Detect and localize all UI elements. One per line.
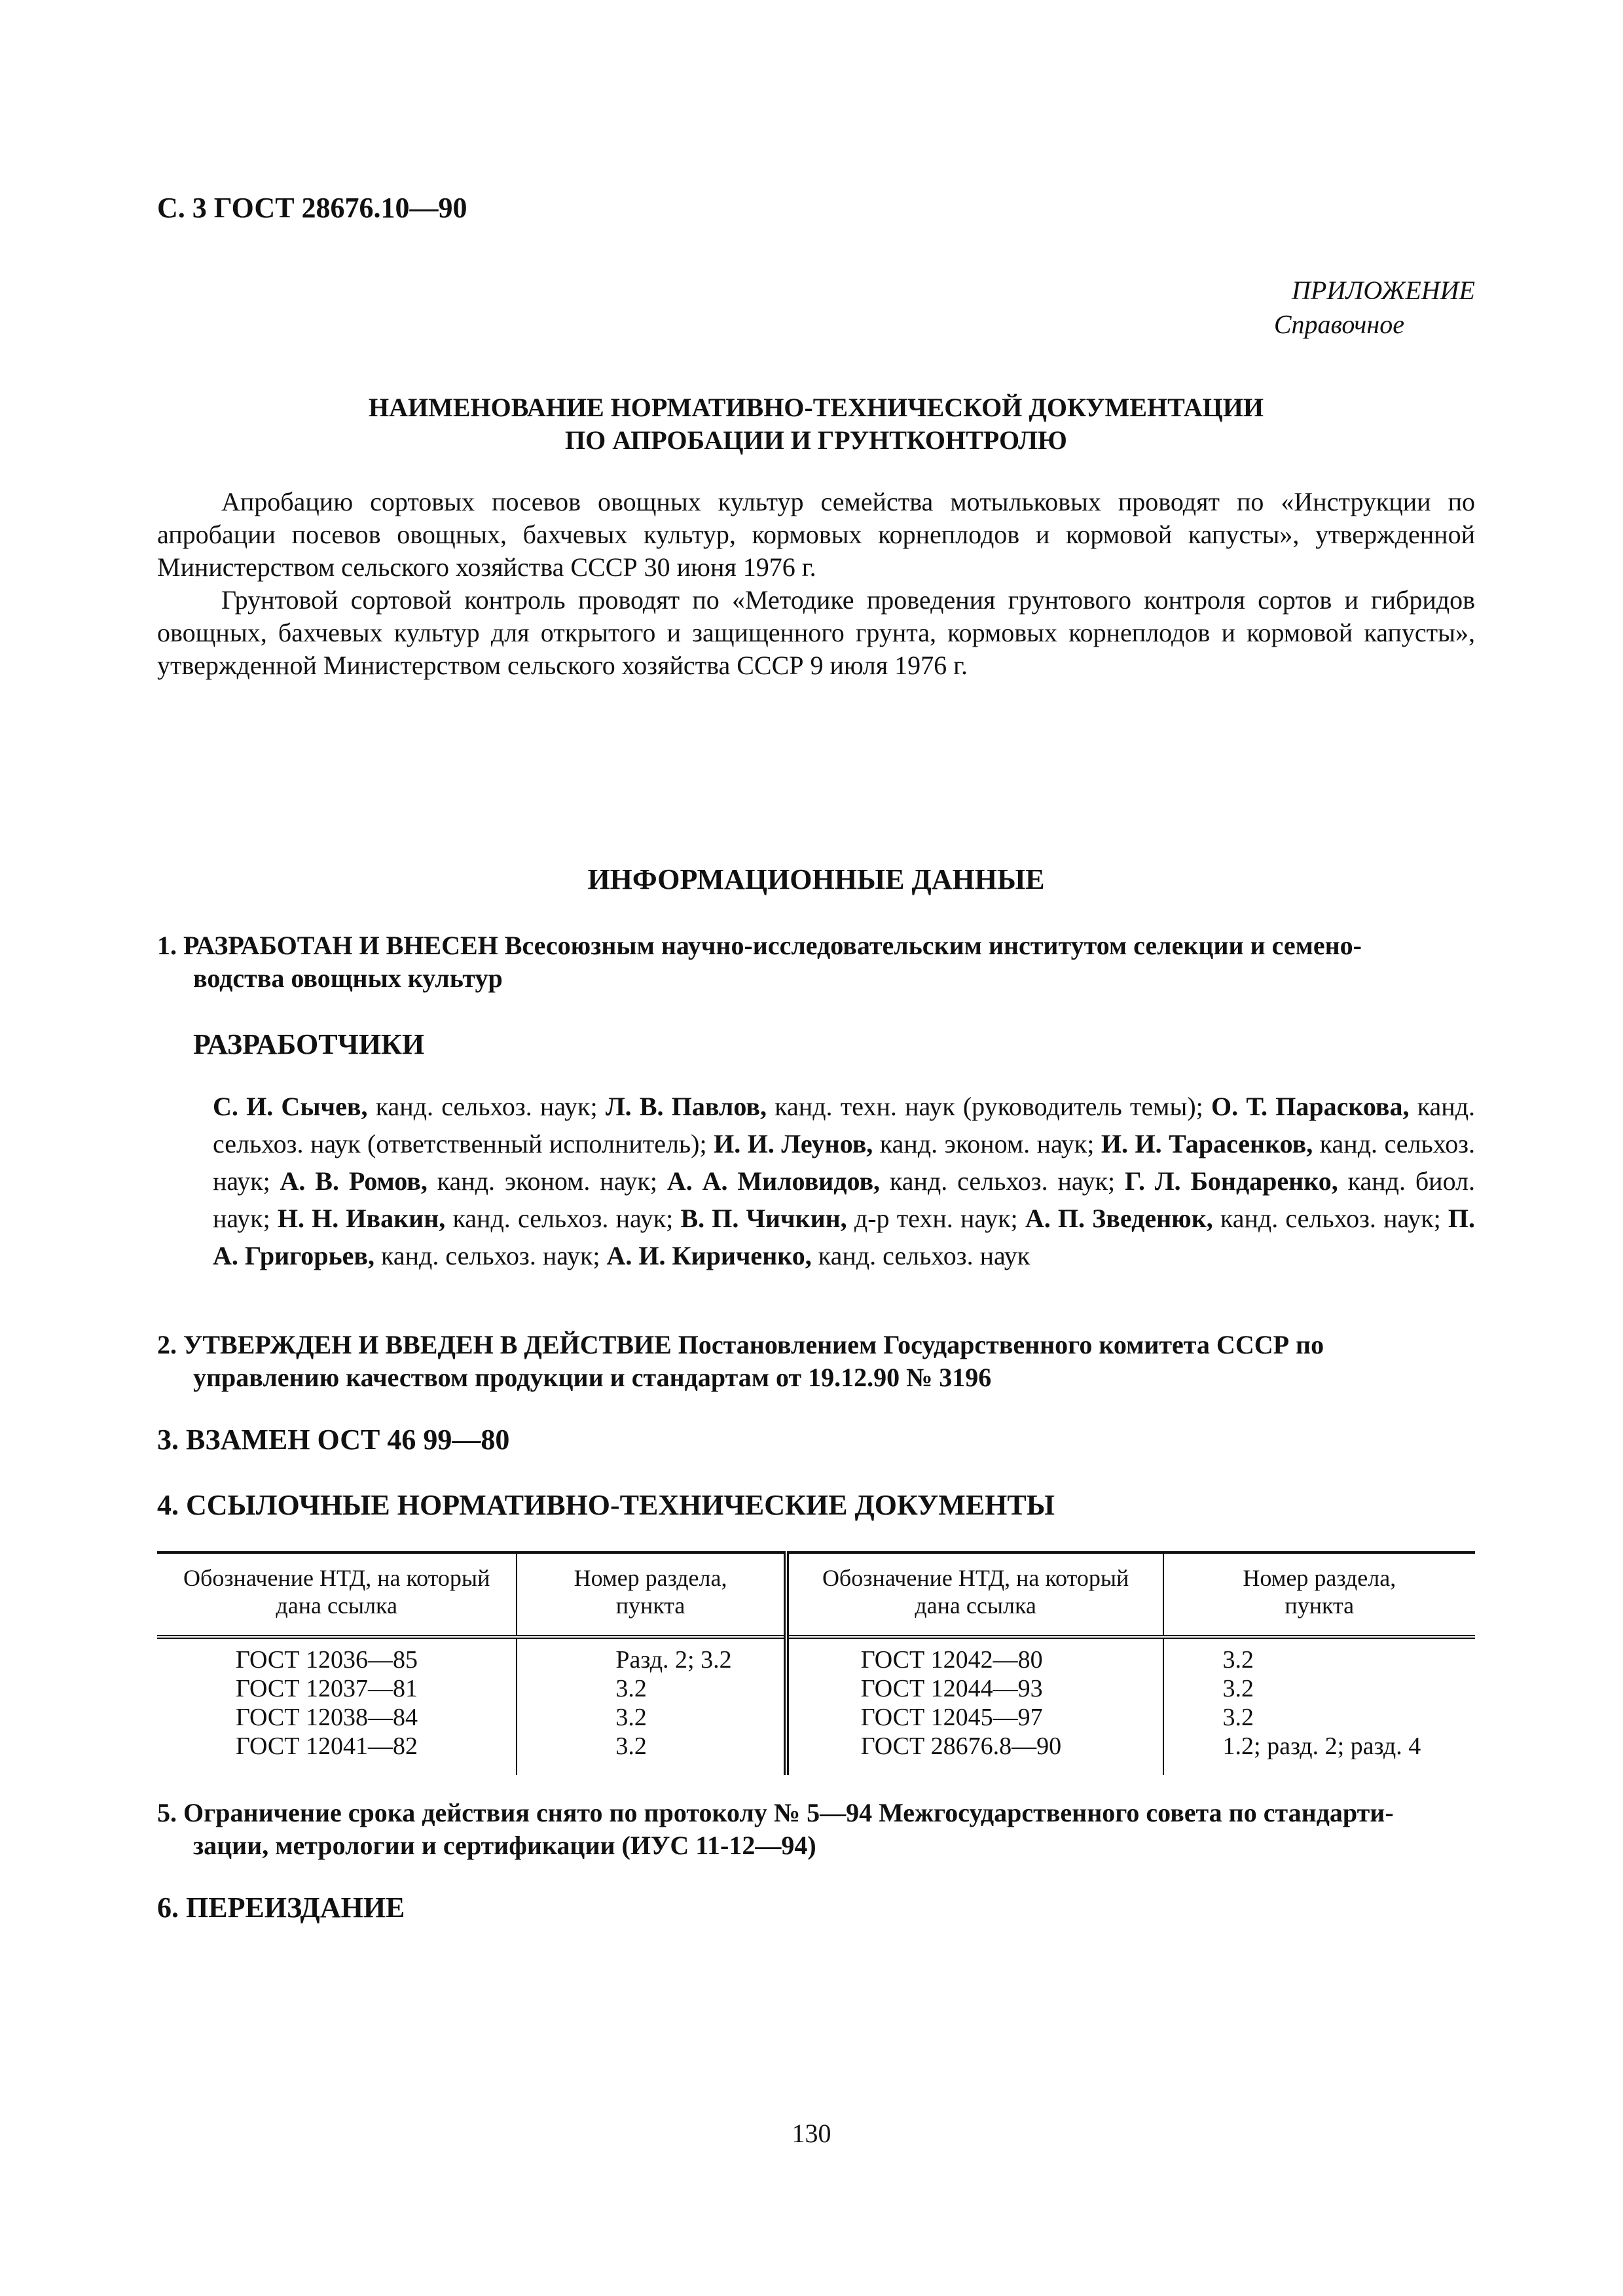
section-number: 3.2 <box>1163 1703 1475 1732</box>
section-number: 3.2 <box>1163 1674 1475 1703</box>
table-header-row <box>157 1552 1475 1637</box>
document-code: ГОСТ 12044—93 <box>786 1674 1163 1703</box>
column-header-section <box>1163 1552 1475 1637</box>
developer-role: канд. сельхоз. наук; <box>1220 1204 1441 1233</box>
info-item-5-line: зации, метрологии и сертификации (ИУС 11-12—94) <box>193 1831 816 1860</box>
developer-role: канд. сельхоз. наук <box>818 1241 1030 1270</box>
appendix-title-line: НАИМЕНОВАНИЕ НОРМАТИВНО-ТЕХНИЧЕСКОЙ ДОКУМЕНТАЦИИ <box>368 393 1264 422</box>
column-header-line: Обозначение НТД, на который <box>822 1565 1129 1591</box>
info-item-1-line: водства овощных культур <box>193 963 503 993</box>
appendix-title-line: ПО АПРОБАЦИИ И ГРУНТКОНТРОЛЮ <box>565 425 1067 455</box>
developer-name: И. И. Тарасенков, <box>1101 1129 1313 1158</box>
developer-name: А. В. Ромов, <box>280 1166 428 1196</box>
developer-role: канд. сельхоз. наук; <box>381 1241 600 1270</box>
column-header-line: Номер раздела, <box>574 1565 727 1591</box>
document-code: ГОСТ 12038—84 <box>236 1704 418 1731</box>
table-row <box>157 1674 1475 1703</box>
table-row <box>157 1637 1475 1674</box>
column-header-line: Номер раздела, <box>1243 1565 1396 1591</box>
developer-name: И. И. Леунов, <box>714 1129 873 1158</box>
section-number: 3.2 <box>517 1674 786 1703</box>
appendix-type: Справочное <box>1273 310 1404 339</box>
developer-role: канд. сельхоз. наук; <box>213 1129 1476 1196</box>
column-header-line: пункта <box>1285 1592 1355 1619</box>
developer-role: д-р техн. наук; <box>854 1204 1018 1233</box>
appendix-title <box>157 391 1475 457</box>
document-code: ГОСТ 28676.8—90 <box>786 1732 1163 1775</box>
appendix-label-block <box>1274 274 1475 342</box>
info-item-2-line: управлению качеством продукции и стандартам от 19.12.90 № 3196 <box>193 1363 992 1392</box>
document-code: ГОСТ 12036—85 <box>236 1646 418 1674</box>
developer-role: канд. сельхоз. наук; <box>889 1166 1116 1196</box>
developer-name: В. П. Чичкин, <box>680 1204 847 1233</box>
document-code: ГОСТ 12045—97 <box>786 1703 1163 1732</box>
column-header-section <box>517 1552 786 1637</box>
section-number: Разд. 2; 3.2 <box>517 1637 786 1674</box>
section-number: 3.2 <box>1163 1637 1475 1674</box>
info-item-3: 3. ВЗАМЕН ОСТ 46 99—80 <box>157 1424 510 1456</box>
developer-name: О. Т. Параскова, <box>1211 1092 1410 1121</box>
page-number: 130 <box>792 2119 831 2148</box>
developer-role: канд. сельхоз. наук; <box>375 1092 598 1121</box>
column-header-line: пункта <box>615 1592 685 1619</box>
paragraph: Грунтовой сортовой контроль проводят по «Методике проведения грунтового контроля сортов и гибридов овощных, бахчевых культур для открытого и защищенного грунта, кормовых корнеплодов и кормовой капусты», утвержденной Министерством сельского хозяйства СССР 9 июля 1976 г. <box>157 585 1475 680</box>
developer-name: Л. В. Павлов, <box>605 1092 767 1121</box>
developer-name: А. П. Зведенюк, <box>1025 1204 1213 1233</box>
info-item-5-line: 5. Ограничение срока действия снято по протоколу № 5—94 Межгосударственного совета по стандарти- <box>157 1798 1394 1827</box>
document-code: ГОСТ 12037—81 <box>236 1675 418 1702</box>
reference-documents-table <box>157 1551 1475 1775</box>
document-code: ГОСТ 12041—82 <box>236 1732 418 1760</box>
developer-name: Г. Л. Бондаренко, <box>1125 1166 1338 1196</box>
info-item-1 <box>157 929 1475 995</box>
info-item-1-line: 1. РАЗРАБОТАН И ВНЕСЕН Всесоюзным научно-исследовательским институтом селекции и семено- <box>157 931 1362 960</box>
column-header-document <box>157 1552 517 1637</box>
developers-list <box>213 1088 1475 1274</box>
developer-role: канд. техн. наук (руководитель темы); <box>775 1092 1203 1121</box>
developer-role: канд. эконом. наук; <box>437 1166 657 1196</box>
info-item-5 <box>157 1797 1475 1862</box>
section-number: 3.2 <box>517 1732 786 1775</box>
developer-role: канд. биол. наук; <box>213 1166 1476 1233</box>
section-number: 3.2 <box>517 1703 786 1732</box>
table-row <box>157 1703 1475 1732</box>
developer-role: канд. эконом. наук; <box>879 1129 1095 1158</box>
info-item-2-line: 2. УТВЕРЖДЕН И ВВЕДЕН В ДЕЙСТВИЕ Постановлением Государственного комитета СССР по <box>157 1330 1324 1359</box>
page-header: С. 3 ГОСТ 28676.10—90 <box>157 192 467 224</box>
developer-name: А. И. Кириченко, <box>606 1241 812 1270</box>
developer-role: канд. сельхоз. наук; <box>452 1204 674 1233</box>
developer-name: С. И. Сычев, <box>213 1092 368 1121</box>
developer-name: Н. Н. Ивакин, <box>277 1204 446 1233</box>
info-item-6: 6. ПЕРЕИЗДАНИЕ <box>157 1892 405 1924</box>
column-header-line: Обозначение НТД, на который <box>183 1565 490 1591</box>
developer-name: П. А. Григорьев, <box>213 1204 1476 1270</box>
table-row <box>157 1732 1475 1775</box>
developer-name: А. А. Миловидов, <box>666 1166 881 1196</box>
info-section-title: ИНФОРМАЦИОННЫЕ ДАННЫЕ <box>587 863 1045 895</box>
paragraph: Апробацию сортовых посевов овощных культур семейства мотыльковых проводят по «Инструкции по апробации посевов овощных, бахчевых культур, кормовых корнеплодов и кормовой капусты», утвержденной Министерством сельского хозяйства СССР 30 июня 1976 г. <box>157 487 1475 582</box>
column-header-line: дана ссылка <box>276 1592 397 1619</box>
appendix-body <box>157 486 1475 682</box>
appendix-label: ПРИЛОЖЕНИЕ <box>1292 276 1475 305</box>
info-item-4: 4. ССЫЛОЧНЫЕ НОРМАТИВНО-ТЕХНИЧЕСКИЕ ДОКУМЕНТЫ <box>157 1489 1055 1521</box>
info-item-2 <box>157 1329 1475 1394</box>
developers-title: РАЗРАБОТЧИКИ <box>193 1028 425 1060</box>
developer-role: канд. сельхоз. наук (ответственный исполнитель); <box>213 1092 1476 1158</box>
document-code: ГОСТ 12042—80 <box>786 1637 1163 1674</box>
column-header-document <box>786 1552 1163 1637</box>
column-header-line: дана ссылка <box>915 1592 1036 1619</box>
section-number: 1.2; разд. 2; разд. 4 <box>1163 1732 1475 1775</box>
